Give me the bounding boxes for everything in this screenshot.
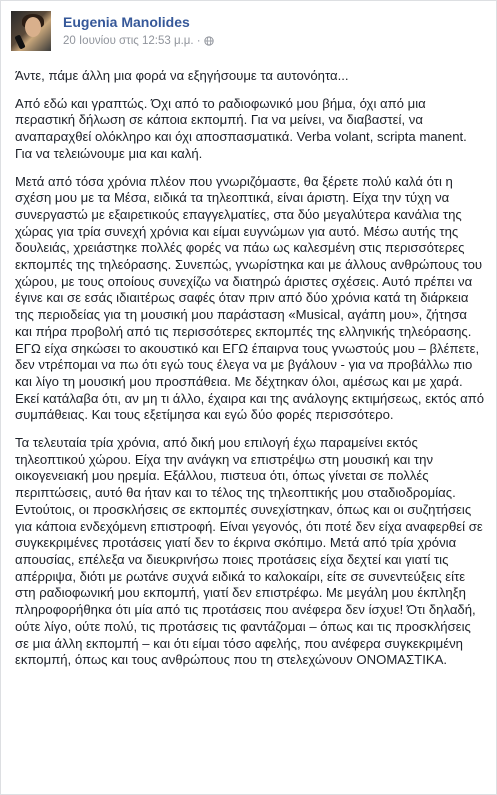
author-name[interactable]: Eugenia Manolides [63,14,190,30]
post-header [1,1,496,57]
post-timestamp[interactable]: 20 Ιουνίου στις 12:53 μ.μ. [63,35,194,47]
post-meta [63,35,214,47]
avatar-face [25,17,41,37]
post-paragraph-1: Άντε, πάμε άλλη μια φορά να εξηγήσουμε τα αυτονόητα... [15,68,349,83]
avatar[interactable] [11,11,51,51]
meta-separator: · [193,35,201,47]
globe-icon[interactable] [204,36,214,46]
post-body [15,68,486,680]
post-paragraph-3: Μετά από τόσα χρόνια πλέον που γνωριζόμαστε, θα ξέρετε πολύ καλά ότι η σχέση μου με τα Μέσα, ειδικά τα τηλεοπτικά, είναι άριστη. Είχα την τύχη να συνεργαστώ με εξαιρετικούς επαγγελματίες, στα δύο μεγαλύτερα κανάλια της χώρας για τρία συνεχή χρόνια και είμαι ευγνώμων για αυτό. Μέσω αυτής της δουλειάς, χρειάστηκε πολλές φορές να πάω ως καλεσμένη στις περισσότερες εκπομπές της τηλεόρασης. Συνεπώς, γνωρίστηκα και με άλλους ανθρώπους του χώρου, με τους οποίους συνεχίζω να διατηρώ άριστες σχέσεις. Αυτό πρέπει να έγινε και σε εσάς ιδιαιτέρως σαφές όταν πριν από δύο χρόνια κατά τη διάρκεια της περιοδείας για τη μουσική μου παράσταση «Musical, αγάπη μου», ζήτησα και πήρα προβολή από τις περισσότερες εκπομπές της ελληνικής τηλεόρασης. ΕΓΩ είχα σηκώσει το ακουστικό και ΕΓΩ έπαιρνα τους γνωστούς μου – βλέπετε, δεν ντρέπομαι να πω ότι εγώ τους έλεγα να με βγάλουν - για να προβάλλω πιο και λίγο τη μουσική μου προσπάθεια. Με δέχτηκαν όλοι, αμέσως και με χαρά. Εκεί κατάλαβα ότι, αν μη τι άλλο, έχαιρα και της ανάλογης εκτιμήσεως, εκτός από συμπάθειας. Και τους εξετίμησα και εγώ δύο φορές περισσότερο. [15,173,485,423]
post-paragraph-2: Από εδώ και γραπτώς. Όχι από το ραδιοφωνικό μου βήμα, όχι από μια περαστική δήλωση σε κάποια εκπομπή. Για να μείνει, να διαβαστεί, να αναπαραχθεί ολόκληρο και όχι αποσπασματικά. Verba volant, scripta manent. Για να τελειώνουμε μια και καλή. [15,95,467,161]
avatar-microphone [14,34,25,49]
post-paragraph-4: Τα τελευταία τρία χρόνια, από δική μου επιλογή έχω παραμείνει εκτός τηλεοπτικού χώρου. Είχα την ανάγκη να επιστρέψω στη μουσική και την οικογενειακή μου ηρεμία. Εξάλλου, πιστευα ότι, όπως γίνεται σε πολλές περιπτώσεις, αυτό θα ήταν και το τέλος της τηλεοπτικής μου σταδιοδρομίας. Εντούτοις, οι προσκλήσεις σε εκπομπές συνεχίστηκαν, όπως και οι συζητήσεις για κάποια ενδεχόμενη επιστροφή. Είναι γεγονός, ότι ποτέ δεν είχα αναφερθεί σε συγκεκριμένες προτάσεις γιατί δεν το έκρινα σκόπιμο. Μετά από τρία χρόνια απουσίας, επέλεξα να διευκρινήσω ποιες προτάσεις είχα δεχτεί και γιατί τις απέρριψα, διότι με ρωτάνε συχνά ειδικά το καλοκαίρι, είτε σε συνεντεύξεις είτε στη ραδιοφωνική μου εκπομπή, γιατί δεν επιστρέφω. Με μεγάλη μου έκπληξη πληροφορήθηκα ότι μία από τις προτάσεις που ανέφερα δεν ίσχυε! Ότι δηλαδή, ούτε λίγο, ούτε πολύ, τις προτάσεις τις φαντάζομαι – όπως και τις προσκλήσεις σε μια άλλη εκπομπή – και ότι είμαι τόσο αφελής, που ανέφερα συγκεκριμένη εκπομπή, όπως και τους ανθρώπους που τη στελεχώνουν ΟΝΟΜΑΣΤΙΚΑ. [15,435,483,668]
